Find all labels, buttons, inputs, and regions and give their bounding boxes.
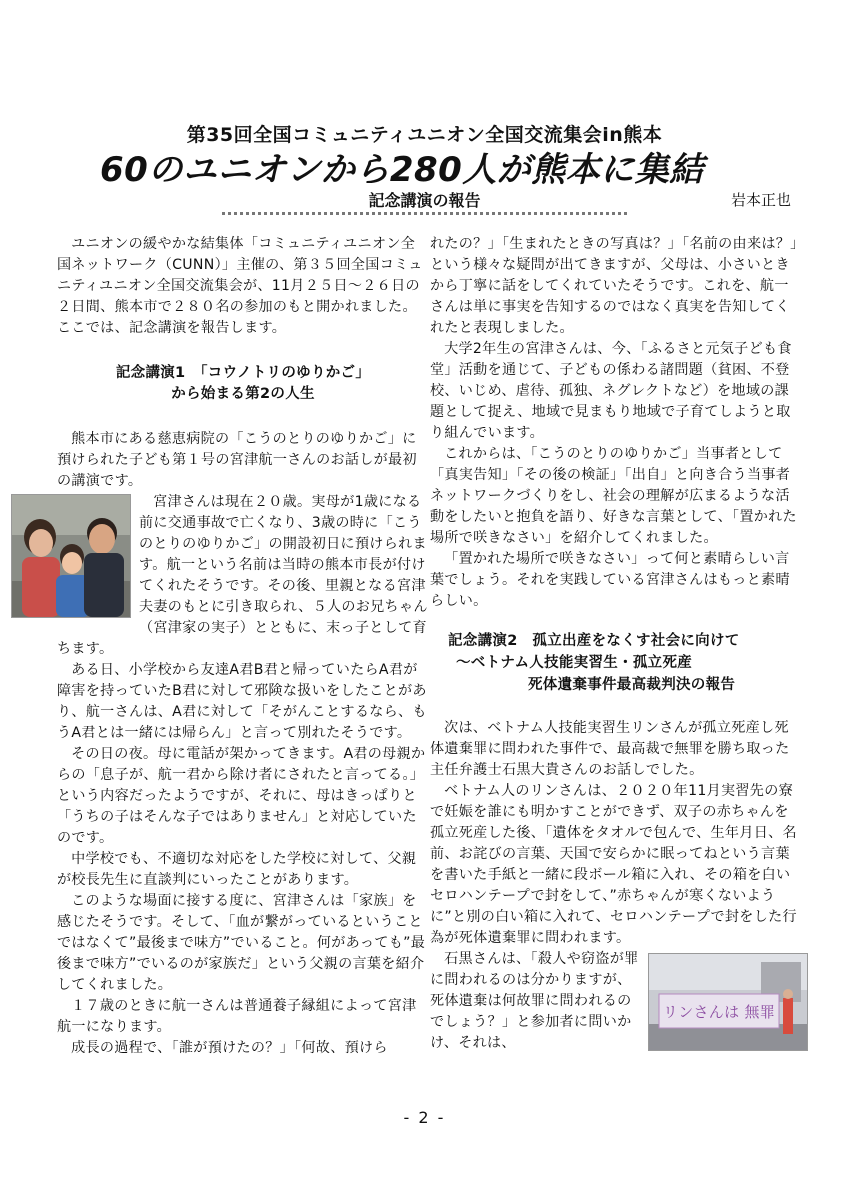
author-name: 岩本正也 xyxy=(730,191,791,209)
right-paragraph-2: 大学2年生の宮津さんは、今、「ふるさと元気子ども食堂」活動を通じて、子どもの係わる諸問題（貧困、不登校、いじめ、虐待、孤独、ネグレクトなど）を地域の課題として捉え、地域で見まもり地域で子育てしようと取り組んでいます。 xyxy=(430,341,792,441)
headline: 60のユニオンから280人が熊本に集結 xyxy=(100,150,704,190)
lecture1-paragraph-5: 中学校でも、不適切な対応をした学校に対して、父親が校長先生に直談判にいったことがあります。 xyxy=(57,851,417,888)
lecture2-heading-line1: 記念講演2 孤立出産をなくす社会に向けて xyxy=(448,633,740,649)
lecture1-paragraph-8: 成長の過程で、「誰が預けたの？」「何故、預けら xyxy=(71,1040,388,1056)
intro-paragraph: ユニオンの緩やかな結集体「コミュニティユニオン全国ネットワーク（CUNN）」主催の、第３５回全国コミュニティユニオン全国交流集会が、11月２５日～２６日の２日間、熊本市で２８０名の参加のもと開かれました。ここでは、記念講演を報告します。 xyxy=(57,236,423,336)
family-photo xyxy=(11,494,131,618)
left-column xyxy=(57,234,429,1059)
lecture1-paragraph-6: このような場面に接する度に、宮津さんは「家族」を感じたそうです。そして、「血が繋がっているということではなくて”最後まで味方”でいること。何があっても”最後まで味方”でいるのが家族だ」という父親の言葉を紹介してくれました。 xyxy=(57,893,426,993)
event-title: 第35回全国コミュニティユニオン全国交流集会in熊本 xyxy=(186,124,663,146)
section-subtitle: 記念講演の報告 xyxy=(368,191,481,210)
lecture1-paragraph-3: ある日、小学校から友達A君B君と帰っていたらA君が障害を持っていたB君に対して邪険な扱いをしたことがあり、航一さんは、A君に対して「そがんことするなら、もうA君とは一緒には帰らん」と言って別れたそうです。 xyxy=(57,662,427,741)
family-photo-image xyxy=(12,495,130,617)
lecture2-heading-line3: 死体遺棄事件最高裁判決の報告 xyxy=(528,677,736,693)
lecture1-heading-line2: から始まる第2の人生 xyxy=(171,386,315,402)
lecture2-paragraph-2: ベトナム人のリンさんは、２０２０年11月実習先の寮で妊娠を誰にも明かすことができず、双子の赤ちゃんを孤立死産した後、「遺体をタオルで包んで、生年月日、名前、お詫びの言葉、天国で安らかに眠ってねという言葉を書いた手紙と一緒に段ボール箱に入れ、その箱を白いセロハンテープで封をして、”赤ちゃんが寒くないように”と別の白い箱に入れて、セロハンテープで封をした行為が死体遺棄罪に問われます。 xyxy=(430,783,797,946)
lecture1-paragraph-2: 宮津さんは現在２０歳。実母が1歳になる前に交通事故で亡くなり、3歳の時に「こうのとりのゆりかご」の開設初日に預けられます。航一という名前は当時の熊本市長が付けてくれたそうです。その後、里親となる宮津夫妻のもとに引き取られ、５人のお兄ちゃん（宮津家の実子）とともに、末っ子として育ちます。 xyxy=(57,494,428,657)
lecture1-paragraph-4: その日の夜。母に電話が架かってきます。A君の母親からの「息子が、航一君から除け者にされたと言ってる。」という内容だったようですが、それに、母はきっぱりと「うちの子はそんな子ではありません」と対応していたのです。 xyxy=(57,746,426,846)
continued-paragraph: れたの？」「生まれたときの写真は？」「名前の由来は？」という様々な疑問が出てきますが、父母は、小さいときから丁寧に話をしてくれていたそうです。これを、航一さんは単に事実を告知するのではなく真実を告知してくれたと表現しました。 xyxy=(430,236,798,336)
lecture2-paragraph-3: 石黒さんは、「殺人や窃盗が罪に問われるのは分かりますが、死体遺棄は何故罪に問われるのでしょう？」と参加者に問いかけ、それは、 xyxy=(430,951,639,1051)
page-number: - 2 - xyxy=(403,1108,446,1127)
lecture1-paragraph-7: １７歳のときに航一さんは普通養子縁組によって宮津航一になります。 xyxy=(57,998,417,1035)
right-column xyxy=(430,234,800,1054)
right-paragraph-3: これからは、「こうのとりのゆりかご」当事者として「真実告知」「その後の検証」「出自」と向き合う当事者ネットワークづくりをし、社会の理解が広まるような活動をしたいと抱負を語り、好きな言葉として、「置かれた場所で咲きなさい」を紹介してくれました。 xyxy=(430,446,797,546)
rally-banner-text: リンさんは 無罪 xyxy=(662,1003,776,1021)
lecture1-heading-line1: 記念講演1 「コウノトリのゆりかご」 xyxy=(115,365,371,381)
lecture1-heading xyxy=(57,363,429,405)
lecture2-paragraph-1: 次は、ベトナム人技能実習生リンさんが孤立死産し死体遺棄罪に問われた事件で、最高裁で無罪を勝ち取った主任弁護士石黒大貴さんのお話しでした。 xyxy=(430,720,790,778)
dotted-divider xyxy=(222,212,627,215)
right-paragraph-4: 「置かれた場所で咲きなさい」って何と素晴らしい言葉でしょう。それを実践している宮津さんはもっと素晴らしい。 xyxy=(430,551,790,609)
lecture2-heading xyxy=(430,630,800,696)
rally-photo-image xyxy=(649,954,807,1050)
rally-photo xyxy=(648,953,808,1051)
lecture2-heading-line2: ～ベトナム人技能実習生・孤立死産 xyxy=(456,655,693,671)
lecture1-paragraph-1: 熊本市にある慈恵病院の「こうのとりのゆりかご」に預けられた子ども第１号の宮津航一さんのお話しが最初の講演です。 xyxy=(57,431,417,489)
